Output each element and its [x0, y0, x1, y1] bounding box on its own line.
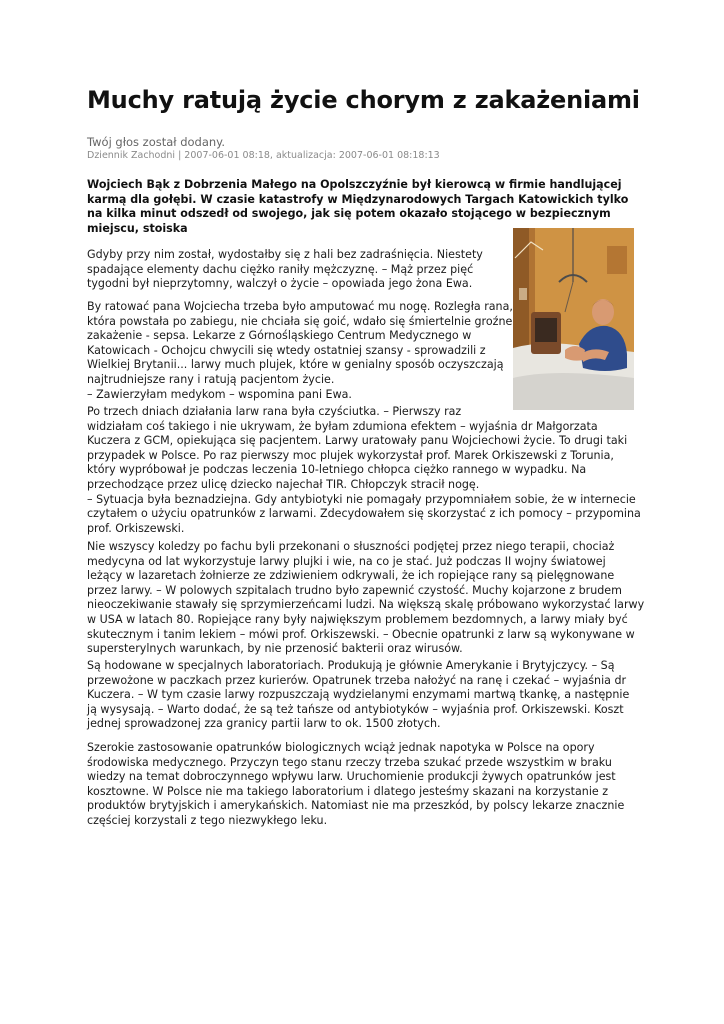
paragraph-line: jednej sprowadzonej zza granicy partii larw to ok. 1500 złotych. — [87, 717, 441, 731]
paragraph-line: Są hodowane w specjalnych laboratoriach. Produkują je głównie Amerykanie i Brytyjczycy. – Są — [87, 659, 615, 672]
paragraph-line: produktów brytyjskich i amerykańskich. Natomiast nie ma przeszkód, by polscy lekarze znacznie — [87, 799, 625, 813]
lead-line: na kilka minut odszedł od swojego, jak się potem okazało stojącego w bezpiecznym — [87, 207, 611, 221]
paragraph-line: wiedzy na temat dobroczynnego wpływu larw. Uruchomienie produkcji żywych opatrunków jest — [87, 770, 616, 784]
paragraph-line: który wypróbował je podczas leczenia 10-letniego chłopca ciężko rannego w wypadku. Na — [87, 463, 587, 477]
vote-confirmation: Twój głos został dodany. — [87, 135, 225, 149]
patient-photo-image — [513, 228, 634, 410]
paragraph-line: – Zawierzyłam medykom – wspomina pani Ewa. — [87, 387, 352, 401]
paragraph-line: skutecznym i tanim lekiem – mówi prof. Orkiszewski. – Obecnie opatrunki z larw są wykonywane w — [87, 627, 635, 641]
paragraph-line: w USA w latach 80. Ropiejące rany były największym problemem bezdomnych, a larwy miały być — [87, 612, 628, 626]
paragraph-line: supersterylnych warunkach, by nie przenosić bakterii oraz wirusów. — [87, 642, 463, 656]
paragraph-line: przechodzące przez ulicę dziecko najechał TIR. Chłopczyk stracił nogę. — [87, 477, 480, 491]
paragraph-line: ją wysysają. – Warto dodać, że są też tańsze od antybiotyków – wyjaśnia prof. Orkiszewski. Koszt — [87, 702, 624, 716]
paragraph-line: kosztowne. W Polsce nie ma takiego laboratorium i dlatego jesteśmy skazani na korzystanie z — [87, 784, 609, 798]
article-paragraph — [87, 300, 513, 402]
paragraph-line: środowiska medycznego. Przyczyn tego stanu rzeczy trzeba szukać przede wszystkim w braku — [87, 755, 612, 769]
patient-photo — [513, 228, 634, 410]
paragraph-line: Wielkiej Brytanii... larwy much plujek, które w genialny sposób oczyszczają — [87, 358, 504, 372]
article-paragraph — [87, 540, 644, 657]
article-meta: Dziennik Zachodni | 2007-06-01 08:18, aktualizacja: 2007-06-01 08:18:13 — [87, 150, 440, 161]
paragraph-line: Kuczera z GCM, opiekująca się pacjentem. Larwy uratowały panu Wojciechowi życie. To drugi taki — [87, 434, 628, 448]
paragraph-line: częściej korzystali z tego niezwykłego leku. — [87, 813, 328, 827]
paragraph-line: przewożone w paczkach przez kurierów. Opatrunek trzeba nałożyć na ranę i czekać – wyjaśnia dr — [87, 673, 627, 687]
paragraph-line: Nie wszyscy koledzy po fachu byli przekonani o słuszności podjętej przez niego terapii, chociaż — [87, 540, 615, 553]
lead-line: Wojciech Bąk z Dobrzenia Małego na Opolszczyźnie był kierowcą w firmie handlującej — [87, 178, 622, 191]
paragraph-line: leżący w lazaretach żołnierze ze zdziwieniem odkrywali, że ich ropiejące rany są pielęgnowane — [87, 569, 615, 583]
paragraph-line: spadające elementy dachu ciężko raniły mężczyznę. – Mąż przez pięć — [87, 262, 474, 276]
paragraph-line: Szerokie zastosowanie opatrunków biologicznych wciąż jednak napotyka w Polsce na opory — [87, 741, 595, 754]
paragraph-line: która powstała po zabiegu, nie chciała się goić, wdało się śmiertelnie groźne — [87, 314, 513, 328]
paragraph-line: Kuczera. – W tym czasie larwy rozpuszczają wydzielanymi enzymami martwą tkankę, a następnie — [87, 688, 630, 702]
paragraph-line: medycyna od lat wykorzystuje larwy plujki i wie, na co je stać. Już podczas II wojny światowej — [87, 554, 606, 568]
paragraph-line: nieoczekiwanie stawały się sprzymierzeńcami ludzi. Na większą skalę próbowano wykorzystać larwy — [87, 598, 645, 612]
paragraph-line: Katowicach - Ochojcu chwycili się wtedy ostatniej szansy - sprowadzili z — [87, 343, 486, 357]
article-paragraph — [87, 741, 624, 829]
paragraph-line: prof. Orkiszewski. — [87, 521, 185, 535]
paragraph-line: tygodni był nieprzytomny, walczył o życie – opowiada jego żona Ewa. — [87, 277, 473, 291]
lead-line: miejscu, stoiska — [87, 221, 188, 235]
article-paragraph — [87, 248, 483, 292]
paragraph-line: czytałem o użyciu opatrunków z larwami. Zdecydowałem się skorzystać z ich pomocy – przypomina — [87, 507, 641, 521]
paragraph-line: zakażenie - sepsa. Lekarze z Górnośląskiego Centrum Medycznego w — [87, 329, 472, 343]
paragraph-line: widziałam coś takiego i nie ukrywam, że byłam zdumiona efektem – wyjaśnia dr Małgorzata — [87, 419, 598, 433]
article-paragraph — [87, 659, 629, 732]
paragraph-line: Po trzech dniach działania larw rana była czyściutka. – Pierwszy raz — [87, 405, 462, 418]
paragraph-line: – Sytuacja była beznadziejna. Gdy antybiotyki nie pomagały przypomniałem sobie, że w internecie — [87, 492, 636, 506]
article-title: Muchy ratują życie chorym z zakażeniami — [87, 86, 640, 114]
paragraph-line: przez larwy. – W polowych szpitalach trudno było zapewnić czystość. Muchy kojarzone z brudem — [87, 583, 622, 597]
article-paragraph — [87, 405, 641, 536]
paragraph-line: By ratować pana Wojciecha trzeba było amputować mu nogę. Rozległa rana, — [87, 300, 513, 313]
lead-line: karmą dla gołębi. W czasie katastrofy w Międzynarodowych Targach Katowickich tylko — [87, 192, 629, 206]
paragraph-line: najtrudniejsze rany i ratują pacjentom życie. — [87, 372, 335, 386]
paragraph-line: Gdyby przy nim został, wydostałby się z hali bez zadraśnięcia. Niestety — [87, 248, 483, 261]
paragraph-line: przypadek w Polsce. Po raz pierwszy moc plujek wykorzystał prof. Marek Orkiszewski z Torunia, — [87, 448, 614, 462]
